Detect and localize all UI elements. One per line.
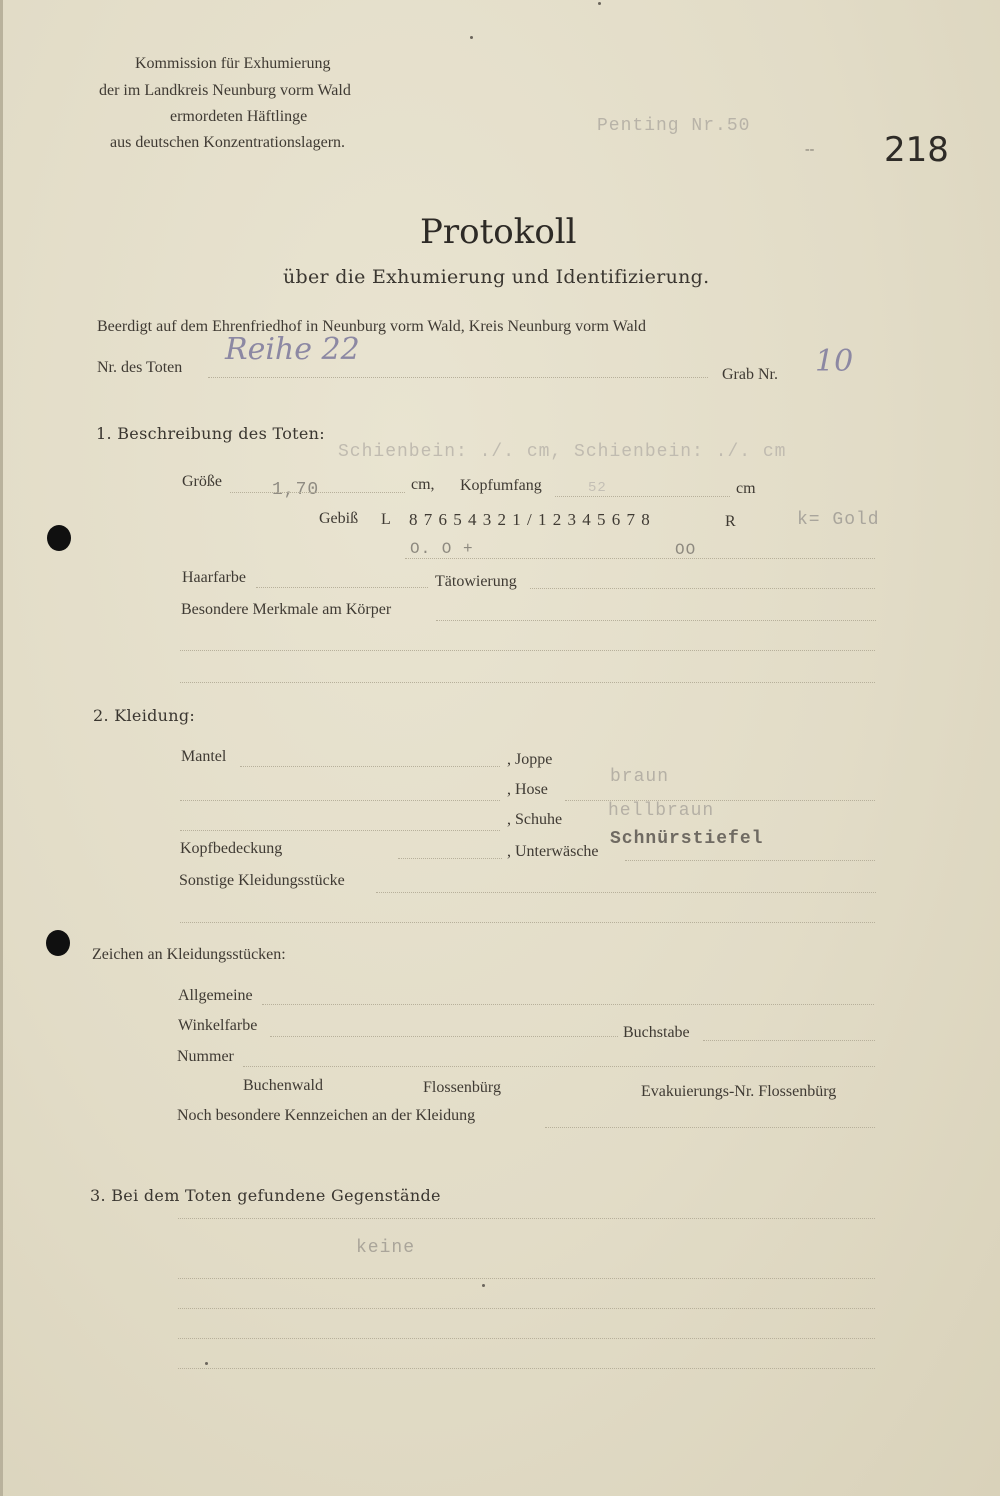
allgemeine-label: Allgemeine <box>178 987 253 1004</box>
groesse-value: 1,70 <box>272 480 320 500</box>
page-subtitle: über die Exhumierung und Identifizierung. <box>283 266 710 288</box>
fill-line <box>178 1368 875 1369</box>
fill-line <box>243 1066 875 1067</box>
fill-line <box>178 1308 875 1309</box>
fill-line <box>256 587 428 588</box>
fill-line <box>180 830 500 831</box>
commission-line-3: ermordeten Häftlinge <box>170 108 308 125</box>
fill-line <box>376 892 876 893</box>
flossenbuerg-label: Flossenbürg <box>423 1079 501 1096</box>
kopfbedeckung-label: Kopfbedeckung <box>180 840 283 857</box>
fill-line <box>230 492 405 493</box>
gebiss-right-label: R <box>725 513 736 530</box>
schuhe-label: , Schuhe <box>507 811 563 828</box>
speck <box>482 1284 485 1287</box>
punch-hole-top <box>47 525 71 551</box>
fill-line <box>270 1036 618 1037</box>
speck <box>598 2 601 5</box>
commission-line-4: aus deutschen Konzentrationslagern. <box>110 134 346 151</box>
commission-line-2: der im Landkreis Neunburg vorm Wald <box>99 82 351 99</box>
stamp-text: Penting Nr.50 <box>597 116 751 136</box>
section-3-heading: 3. Bei dem Toten gefundene Gegenstände <box>90 1186 441 1205</box>
grab-label: Grab Nr. <box>722 366 778 383</box>
page-number: 218 <box>884 130 949 170</box>
kopfumfang-label: Kopfumfang <box>460 477 542 494</box>
fill-line <box>240 766 500 767</box>
gebiss-left-label: L <box>381 511 391 528</box>
burial-line: Beerdigt auf dem Ehrenfriedhof in Neunburg vorm Wald, Kreis Neunburg vorm Wald <box>97 318 646 335</box>
fill-line <box>545 1127 875 1128</box>
fill-line <box>262 1004 874 1005</box>
buchenwald-label: Buchenwald <box>243 1077 323 1094</box>
fill-line <box>398 858 502 859</box>
fill-line <box>530 588 875 589</box>
unterwaesche-label: , Unterwäsche <box>507 843 599 860</box>
kopfumfang-value: 52 <box>588 480 607 496</box>
gebiss-note: k= Gold <box>797 510 880 530</box>
fill-line <box>180 800 500 801</box>
hose-value: hellbraun <box>608 801 715 821</box>
zeichen-heading: Zeichen an Kleidungsstücken: <box>92 946 286 963</box>
cm-label: cm, <box>411 476 435 493</box>
fill-line <box>180 650 875 651</box>
nummer-label: Nummer <box>177 1048 234 1065</box>
winkelfarbe-label: Winkelfarbe <box>178 1017 258 1034</box>
commission-line-1: Kommission für Exhumierung <box>135 55 331 72</box>
mantel-label: Mantel <box>181 748 227 765</box>
gebiss-label: Gebiß <box>319 510 359 527</box>
dash-mark: -- <box>805 142 815 157</box>
nr-toten-label: Nr. des Toten <box>97 359 183 376</box>
fill-line <box>178 1278 875 1279</box>
groesse-label: Größe <box>182 473 222 490</box>
typed-note: Schienbein: ./. cm, Schienbein: ./. cm <box>338 442 787 462</box>
haarfarbe-label: Haarfarbe <box>182 569 246 586</box>
taetowierung-label: Tätowierung <box>435 573 517 590</box>
speck <box>470 36 473 39</box>
fill-line <box>703 1040 875 1041</box>
page-title: Protokoll <box>420 212 577 252</box>
fill-line <box>625 860 875 861</box>
speck <box>205 1362 208 1365</box>
gebiss-teeth: 8 7 6 5 4 3 2 1 / 1 2 3 4 5 6 7 8 <box>409 510 651 529</box>
fill-line <box>405 558 875 559</box>
buchstabe-label: Buchstabe <box>623 1024 690 1041</box>
gebiss-marks-left: O. O + <box>410 540 474 558</box>
fill-line <box>436 620 876 621</box>
joppe-label: , Joppe <box>507 751 553 768</box>
evakuierungs-label: Evakuierungs-Nr. Flossenbürg <box>641 1083 837 1100</box>
gebiss-marks-right: OO <box>675 541 697 559</box>
cm2-label: cm <box>736 480 756 497</box>
punch-hole-bottom <box>46 930 70 956</box>
section-2-heading: 2. Kleidung: <box>93 706 196 725</box>
fill-line <box>180 682 875 683</box>
schuhe-value: Schnürstiefel <box>610 829 764 849</box>
fill-line <box>178 1218 875 1219</box>
grab-value: 10 <box>815 344 854 379</box>
fill-line <box>565 800 875 801</box>
section-3-value: keine <box>356 1238 416 1258</box>
joppe-value: braun <box>610 767 670 787</box>
fill-line <box>555 496 730 497</box>
section-1-heading: 1. Beschreibung des Toten: <box>96 424 325 443</box>
merkmale-label: Besondere Merkmale am Körper <box>181 601 392 618</box>
fill-line <box>180 922 875 923</box>
fill-line <box>208 377 708 378</box>
nr-toten-value: Reihe 22 <box>225 332 360 367</box>
fill-line <box>178 1338 875 1339</box>
noch-kennzeichen-label: Noch besondere Kennzeichen an der Kleidung <box>177 1107 476 1124</box>
hose-label: , Hose <box>507 781 548 798</box>
sonstige-label: Sonstige Kleidungsstücke <box>179 872 345 889</box>
page-edge <box>0 0 3 1496</box>
